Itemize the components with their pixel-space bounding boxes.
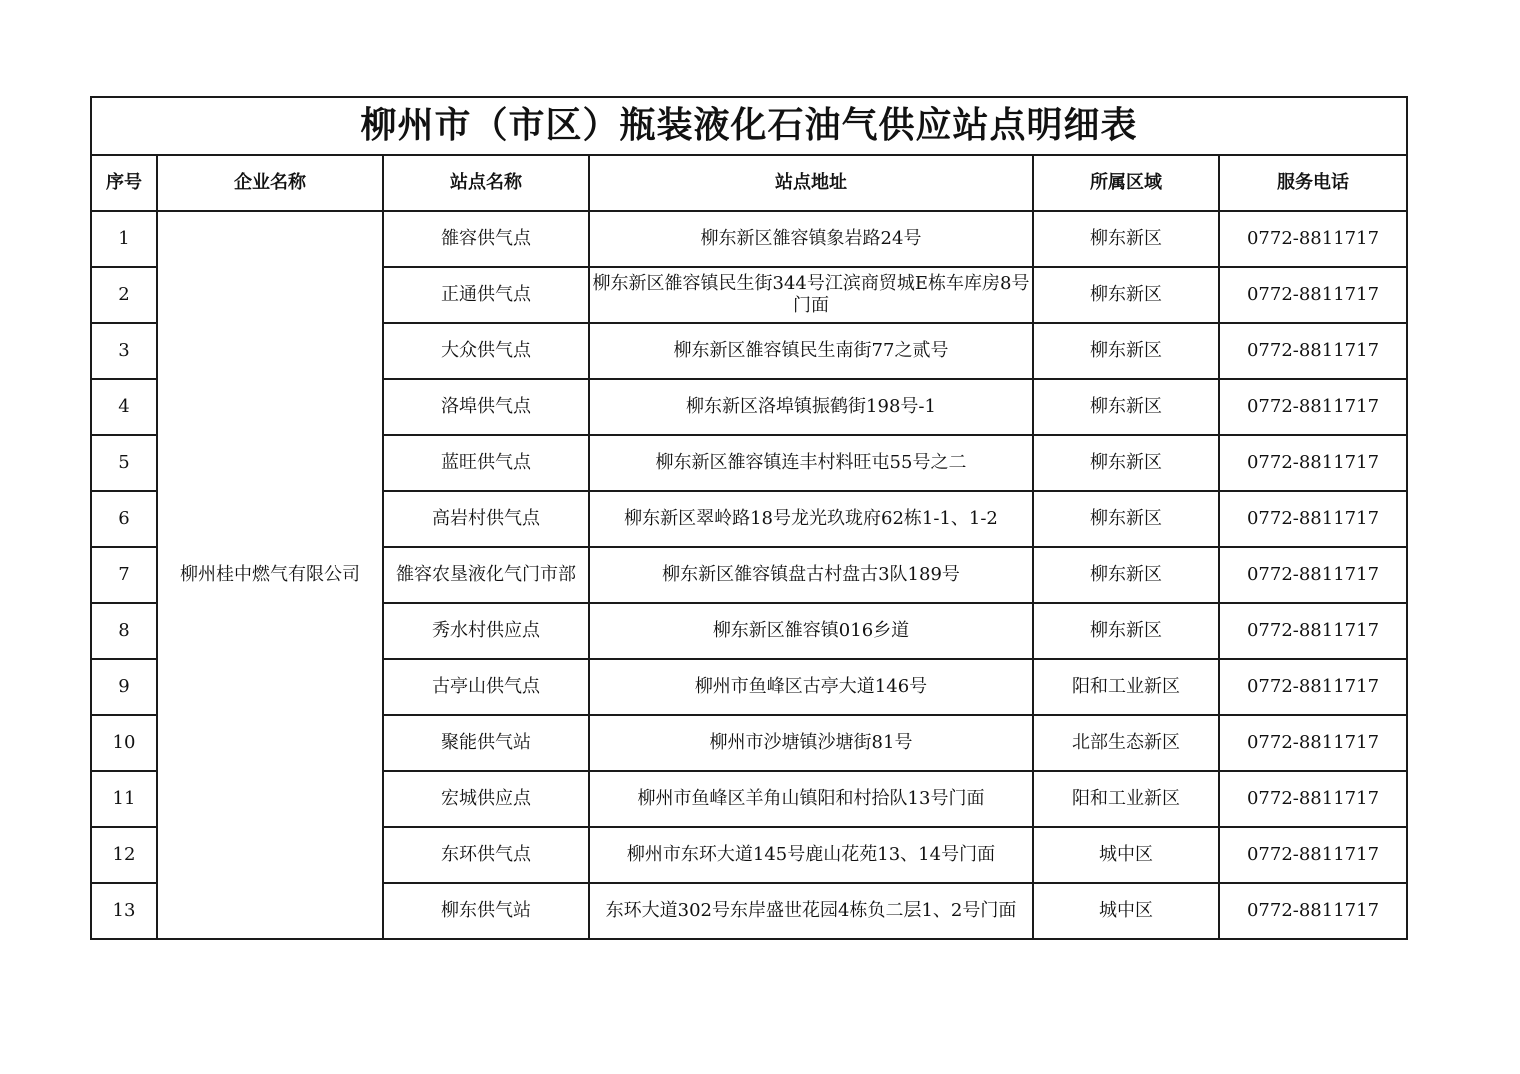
column-header-district: 所属区域 xyxy=(1033,155,1219,211)
station-name: 高岩村供气点 xyxy=(383,491,589,547)
service-phone: 0772-8811717 xyxy=(1219,603,1407,659)
station-address: 柳州市鱼峰区古亭大道146号 xyxy=(589,659,1033,715)
district: 阳和工业新区 xyxy=(1033,659,1219,715)
district: 城中区 xyxy=(1033,883,1219,939)
station-name: 大众供气点 xyxy=(383,323,589,379)
station-address: 柳东新区雒容镇016乡道 xyxy=(589,603,1033,659)
district: 柳东新区 xyxy=(1033,435,1219,491)
station-name: 雒容供气点 xyxy=(383,211,589,267)
row-index: 11 xyxy=(91,771,157,827)
service-phone: 0772-8811717 xyxy=(1219,883,1407,939)
station-name: 柳东供气站 xyxy=(383,883,589,939)
row-index: 7 xyxy=(91,547,157,603)
row-index: 13 xyxy=(91,883,157,939)
district: 柳东新区 xyxy=(1033,267,1219,323)
district: 柳东新区 xyxy=(1033,211,1219,267)
station-address: 柳州市东环大道145号鹿山花苑13、14号门面 xyxy=(589,827,1033,883)
service-phone: 0772-8811717 xyxy=(1219,379,1407,435)
header-row xyxy=(91,155,1407,211)
row-index: 12 xyxy=(91,827,157,883)
station-name: 蓝旺供气点 xyxy=(383,435,589,491)
station-address: 柳东新区翠岭路18号龙光玖珑府62栋1-1、1-2 xyxy=(589,491,1033,547)
district: 北部生态新区 xyxy=(1033,715,1219,771)
station-name: 聚能供气站 xyxy=(383,715,589,771)
station-address: 柳东新区雒容镇象岩路24号 xyxy=(589,211,1033,267)
station-address: 柳东新区雒容镇民生南街77之贰号 xyxy=(589,323,1033,379)
district: 柳东新区 xyxy=(1033,491,1219,547)
service-phone: 0772-8811717 xyxy=(1219,827,1407,883)
row-index: 3 xyxy=(91,323,157,379)
row-index: 8 xyxy=(91,603,157,659)
district: 阳和工业新区 xyxy=(1033,771,1219,827)
service-phone: 0772-8811717 xyxy=(1219,435,1407,491)
service-phone: 0772-8811717 xyxy=(1219,211,1407,267)
row-index: 10 xyxy=(91,715,157,771)
service-phone: 0772-8811717 xyxy=(1219,771,1407,827)
station-name: 秀水村供应点 xyxy=(383,603,589,659)
district: 柳东新区 xyxy=(1033,323,1219,379)
station-table xyxy=(90,96,1408,940)
station-address: 柳东新区洛埠镇振鹤街198号-1 xyxy=(589,379,1033,435)
service-phone: 0772-8811717 xyxy=(1219,323,1407,379)
column-header-station: 站点名称 xyxy=(383,155,589,211)
station-name: 宏城供应点 xyxy=(383,771,589,827)
row-index: 5 xyxy=(91,435,157,491)
row-index: 4 xyxy=(91,379,157,435)
row-index: 6 xyxy=(91,491,157,547)
station-name: 正通供气点 xyxy=(383,267,589,323)
station-address: 柳东新区雒容镇连丰村料旺屯55号之二 xyxy=(589,435,1033,491)
row-index: 1 xyxy=(91,211,157,267)
station-address: 柳州市沙塘镇沙塘街81号 xyxy=(589,715,1033,771)
district: 柳东新区 xyxy=(1033,547,1219,603)
district: 城中区 xyxy=(1033,827,1219,883)
column-header-address: 站点地址 xyxy=(589,155,1033,211)
table-row xyxy=(91,211,1407,267)
service-phone: 0772-8811717 xyxy=(1219,715,1407,771)
row-index: 2 xyxy=(91,267,157,323)
service-phone: 0772-8811717 xyxy=(1219,267,1407,323)
column-header-index: 序号 xyxy=(91,155,157,211)
station-name: 古亭山供气点 xyxy=(383,659,589,715)
service-phone: 0772-8811717 xyxy=(1219,491,1407,547)
station-name: 洛埠供气点 xyxy=(383,379,589,435)
station-name: 东环供气点 xyxy=(383,827,589,883)
service-phone: 0772-8811717 xyxy=(1219,547,1407,603)
column-header-phone: 服务电话 xyxy=(1219,155,1407,211)
page-title: 柳州市（市区）瓶装液化石油气供应站点明细表 xyxy=(91,97,1407,155)
station-address: 柳东新区雒容镇盘古村盘古3队189号 xyxy=(589,547,1033,603)
row-index: 9 xyxy=(91,659,157,715)
station-name: 雒容农垦液化气门市部 xyxy=(383,547,589,603)
district: 柳东新区 xyxy=(1033,379,1219,435)
company-name: 柳州桂中燃气有限公司 xyxy=(157,211,383,939)
station-address: 柳州市鱼峰区羊角山镇阳和村拾队13号门面 xyxy=(589,771,1033,827)
station-address: 东环大道302号东岸盛世花园4栋负二层1、2号门面 xyxy=(589,883,1033,939)
station-address: 柳东新区雒容镇民生街344号江滨商贸城E栋车库房8号门面 xyxy=(589,267,1033,323)
service-phone: 0772-8811717 xyxy=(1219,659,1407,715)
district: 柳东新区 xyxy=(1033,603,1219,659)
column-header-company: 企业名称 xyxy=(157,155,383,211)
